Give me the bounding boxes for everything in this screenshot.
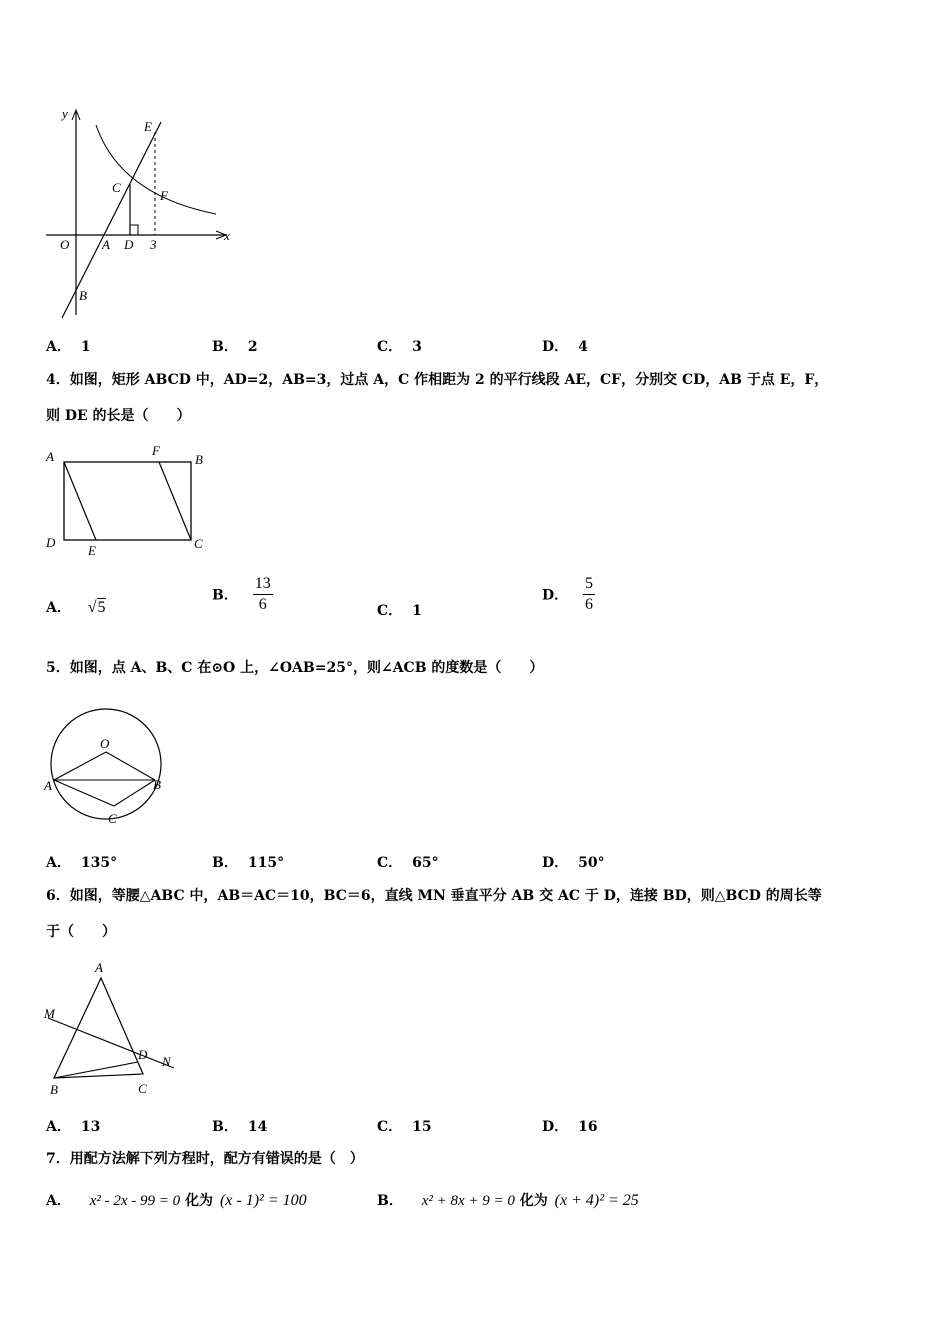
option-value: 1 — [80, 339, 91, 355]
q7-stem — [46, 1141, 906, 1177]
transform-word: 化为 — [519, 1193, 548, 1209]
right-angle-mark — [130, 225, 138, 235]
q5-line1: 5．如图，点 A、B、C 在⊙O 上，∠OAB=25°，则∠ACB 的度数是（ ） — [46, 660, 544, 676]
q6-line2: 于（ ） — [46, 924, 116, 940]
option-letter: D． — [542, 855, 569, 871]
label-f: F — [152, 443, 160, 458]
hyperbola-curve — [96, 125, 216, 214]
option-letter: A． — [46, 339, 71, 355]
label-b: B — [153, 777, 161, 792]
label-m: M — [44, 1006, 55, 1021]
option-value: 65° — [412, 855, 439, 871]
option-value: 15 — [412, 1119, 432, 1135]
option-value: 3 — [412, 339, 422, 355]
q4-stem — [46, 362, 906, 434]
option-letter: C． — [377, 603, 403, 619]
option-letter: A． — [46, 855, 71, 871]
numerator: 13 — [253, 574, 273, 595]
sqrt-expression: √5 — [87, 599, 106, 616]
option-letter: B． — [212, 1119, 238, 1135]
label-a: A — [102, 237, 110, 252]
radicand: 5 — [97, 599, 106, 616]
option-letter: B． — [377, 1193, 403, 1209]
option-letter: B． — [212, 587, 238, 604]
q7-option-a[interactable] — [46, 1190, 307, 1210]
option-value: 2 — [247, 339, 258, 355]
fraction — [583, 574, 595, 615]
label-c: C — [138, 1081, 147, 1096]
result-equation: (x + 4)² = 25 — [554, 1192, 639, 1209]
label-f: F — [160, 188, 168, 203]
segment-ae — [64, 462, 96, 540]
option-letter: C． — [377, 1119, 403, 1135]
equation: x² - 2x - 99 = 0 — [89, 1193, 181, 1209]
label-d: D — [138, 1047, 148, 1062]
label-n: N — [162, 1054, 171, 1069]
q3-option-c[interactable] — [377, 336, 422, 356]
label-d: D — [124, 237, 134, 252]
label-o: O — [100, 736, 110, 751]
option-value: 4 — [578, 339, 588, 355]
option-letter: A． — [46, 600, 71, 616]
label-y: y — [62, 106, 68, 121]
option-letter: A． — [46, 1119, 71, 1135]
q6-figure — [40, 956, 190, 1101]
option-value: 1 — [412, 603, 422, 619]
option-value: 135° — [80, 855, 118, 871]
q5-stem — [46, 650, 906, 686]
q7-option-b[interactable] — [377, 1190, 639, 1210]
q5-option-a[interactable] — [46, 852, 117, 872]
label-a: A — [44, 778, 52, 793]
q4-option-d[interactable] — [542, 574, 595, 615]
segment-bc — [114, 780, 155, 806]
q5-figure — [40, 700, 172, 830]
label-a: A — [95, 960, 103, 975]
option-letter: A． — [46, 1193, 71, 1209]
q4-option-b[interactable] — [212, 574, 273, 615]
q3-option-b[interactable] — [212, 336, 258, 356]
label-c: C — [112, 180, 121, 195]
segment-oa — [54, 752, 106, 780]
option-letter: C． — [377, 855, 403, 871]
denominator: 6 — [258, 596, 267, 613]
option-value: 115° — [247, 855, 285, 871]
label-e: E — [144, 119, 152, 134]
q4-line1: 4．如图，矩形 ABCD 中，AD=2，AB=3，过点 A，C 作相距为 2 的平行线段 AE，CF，分别交 CD，AB 于点 E，F， — [46, 372, 829, 388]
q3-option-d[interactable] — [542, 336, 588, 356]
q4-option-a[interactable] — [46, 597, 106, 617]
label-c: C — [194, 536, 203, 551]
option-letter: D． — [542, 587, 569, 604]
transform-word: 化为 — [185, 1193, 214, 1209]
option-value: 16 — [578, 1119, 598, 1135]
line-be — [62, 122, 161, 318]
label-a: A — [46, 449, 54, 464]
option-value: 14 — [247, 1119, 268, 1135]
label-3: 3 — [150, 237, 157, 252]
option-letter: B． — [212, 855, 238, 871]
q5-option-d[interactable] — [542, 852, 605, 872]
label-e: E — [88, 543, 96, 558]
option-letter: D． — [542, 339, 569, 355]
q6-option-b[interactable] — [212, 1116, 267, 1136]
q6-line1: 6．如图，等腰△ABC 中，AB＝AC＝10，BC＝6，直线 MN 垂直平分 AB 交 AC 于 D，连接 BD，则△BCD 的周长等 — [46, 888, 822, 904]
q6-option-c[interactable] — [377, 1116, 432, 1136]
q5-option-b[interactable] — [212, 852, 284, 872]
q4-option-c[interactable] — [377, 600, 422, 620]
label-x: x — [224, 228, 230, 243]
q3-figure — [40, 100, 240, 322]
equation: x² + 8x + 9 = 0 — [421, 1193, 515, 1209]
q6-stem — [46, 878, 906, 950]
numerator: 5 — [583, 574, 595, 595]
q5-option-c[interactable] — [377, 852, 439, 872]
segment-ac — [54, 780, 114, 806]
q7-line1: 7．用配方法解下列方程时，配方有错误的是（ ） — [46, 1151, 364, 1167]
option-letter: C． — [377, 339, 403, 355]
q4-figure — [40, 440, 212, 560]
option-value: 13 — [80, 1119, 101, 1135]
label-d: D — [46, 535, 56, 550]
q6-option-a[interactable] — [46, 1116, 100, 1136]
label-b: B — [50, 1082, 58, 1097]
label-c: C — [108, 811, 117, 826]
option-letter: B． — [212, 339, 238, 355]
q4-line2: 则 DE 的长是（ ） — [46, 408, 191, 424]
fraction — [253, 574, 273, 615]
q3-option-a[interactable] — [46, 336, 91, 356]
segment-ob — [106, 752, 155, 780]
rectangle-abcd — [64, 462, 191, 540]
line-mn — [48, 1018, 174, 1068]
segment-cf — [159, 462, 191, 540]
option-letter: D． — [542, 1119, 569, 1135]
triangle-abc — [54, 978, 143, 1078]
denominator: 6 — [585, 596, 594, 613]
label-b: B — [195, 452, 203, 467]
label-b: B — [79, 288, 87, 303]
result-equation: (x - 1)² = 100 — [219, 1192, 307, 1209]
q6-option-d[interactable] — [542, 1116, 598, 1136]
label-o: O — [60, 237, 70, 252]
option-value: 50° — [578, 855, 605, 871]
